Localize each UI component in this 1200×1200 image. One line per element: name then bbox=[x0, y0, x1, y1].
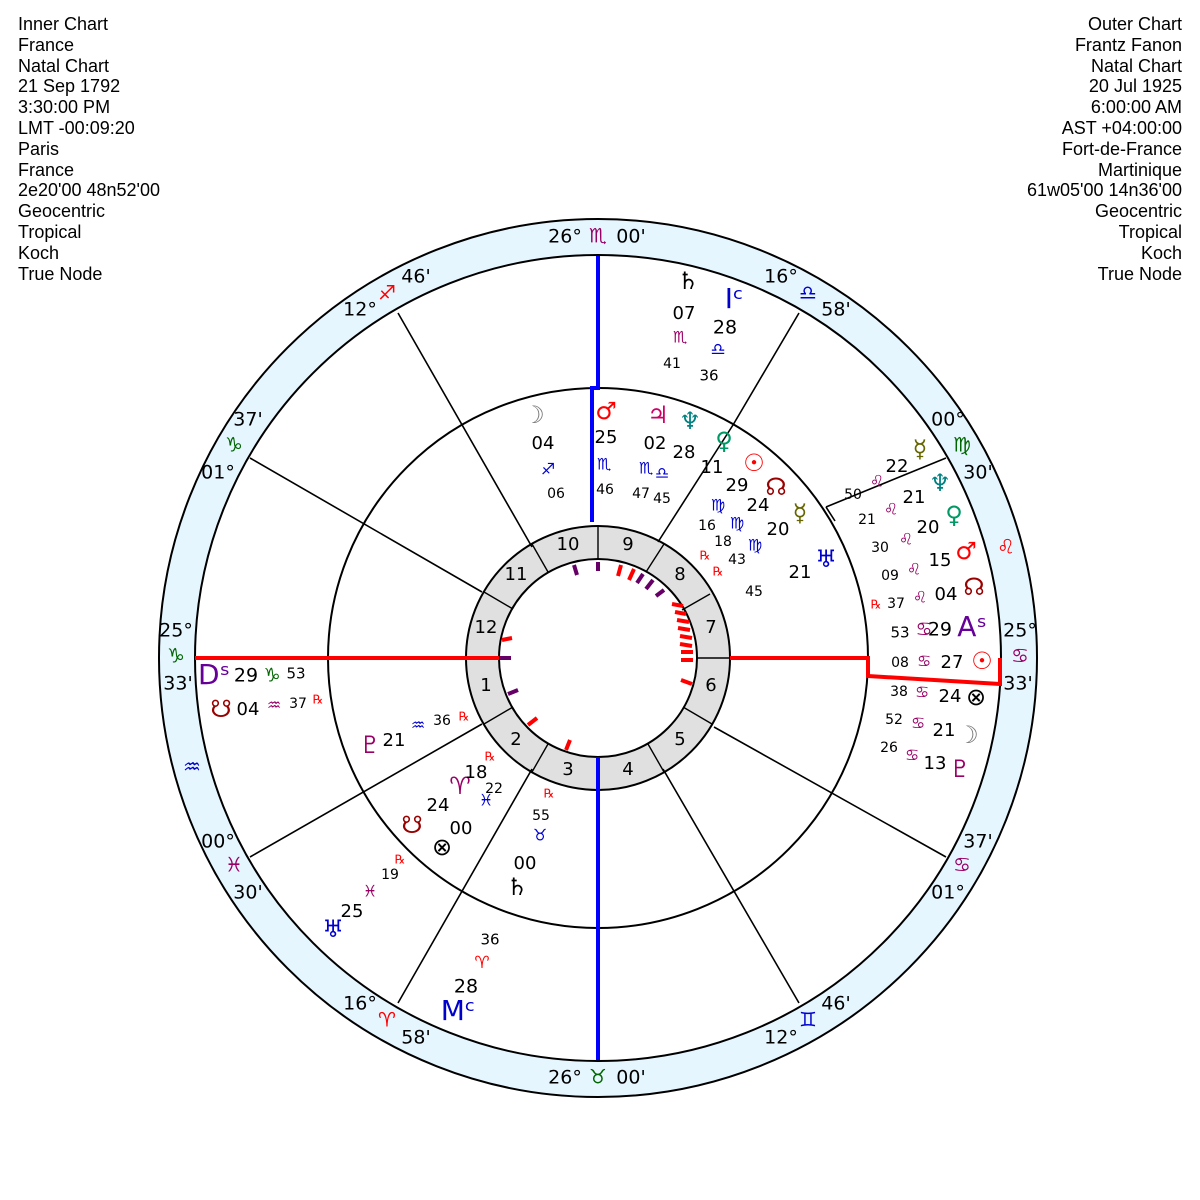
outer-planet-sign-icon: ♋ bbox=[914, 682, 930, 702]
mc-sign-icon: ♈ bbox=[474, 953, 490, 973]
cusp-degree: 00° bbox=[931, 408, 965, 431]
inner-planet-icon: ♆ bbox=[679, 407, 701, 435]
inner-retrograde-mark: ℞ bbox=[543, 786, 555, 801]
outer-chart-info-line: Natal Chart bbox=[1090, 55, 1182, 76]
inner-planet-icon: ♅ bbox=[815, 545, 837, 573]
cusp-minutes: 30' bbox=[233, 881, 263, 904]
outer-planet-icon: ♇ bbox=[949, 755, 971, 783]
inner-chart-info-line: Paris bbox=[18, 138, 60, 159]
outer-planet-minutes: 30 bbox=[871, 540, 889, 556]
cusp-minutes: 33' bbox=[1003, 672, 1033, 695]
house-number-1: 1 bbox=[480, 675, 492, 696]
outer-planet-icon: ☽ bbox=[957, 721, 979, 749]
cusp-sign-icon: ♈ bbox=[378, 1007, 396, 1032]
house-number-8: 8 bbox=[674, 564, 686, 585]
house-number-9: 9 bbox=[622, 534, 634, 555]
inner-planet-icon: ♈ bbox=[449, 772, 471, 800]
descendant-minutes: 53 bbox=[286, 664, 306, 683]
cusp-sign-icon: ♋ bbox=[953, 852, 971, 877]
cusp-degree: 00° bbox=[201, 830, 235, 853]
inner-planet-sign-icon: ♍ bbox=[729, 513, 745, 533]
inner-planet-sign-icon: ♎ bbox=[654, 463, 670, 483]
cusp-degree: 01° bbox=[931, 881, 965, 904]
outer-planet-minutes: 26 bbox=[880, 740, 898, 756]
cusp-minutes: 46' bbox=[401, 265, 431, 288]
cusp-minutes: 58' bbox=[821, 298, 851, 321]
inner-chart-info-line: Inner Chart bbox=[18, 14, 109, 34]
inner-planet-minutes: 22 bbox=[485, 781, 503, 797]
descendant-sign-icon: ♑ bbox=[263, 664, 281, 687]
outer-chart-info-line: Koch bbox=[1140, 242, 1182, 263]
house-number-7: 7 bbox=[705, 617, 717, 638]
inner-chart-info-line: LMT -00:09:20 bbox=[18, 117, 135, 138]
inner-chart-info-line: France bbox=[18, 159, 75, 180]
inner-planet-minutes: 06 bbox=[547, 486, 565, 502]
outer-planet-degree: 21 bbox=[902, 487, 926, 508]
outer-chart-info-line: Frantz Fanon bbox=[1074, 34, 1182, 55]
inner-planet-degree: 02 bbox=[643, 433, 667, 454]
inner-chart-info-line: 21 Sep 1792 bbox=[18, 76, 121, 97]
outer-planet-icon: ☉ bbox=[971, 647, 993, 675]
inner-planet-minutes: 46 bbox=[596, 482, 614, 498]
inner-chart-info-line: France bbox=[18, 34, 75, 55]
inner-planet-minutes: 55 bbox=[532, 808, 550, 824]
cusp-sign-icon: ♑ bbox=[167, 643, 185, 668]
inner-planet-icon: ♄ bbox=[506, 873, 528, 901]
outer-planet-degree: 24 bbox=[938, 686, 962, 707]
outer-planet-degree: 21 bbox=[932, 720, 956, 741]
inner-planet-sign-icon: ♒ bbox=[410, 715, 426, 735]
ic-glyph: Iᶜ bbox=[724, 282, 744, 315]
inner-planet-icon: ♇ bbox=[359, 731, 381, 759]
descendant-glyph: Dˢ bbox=[197, 658, 231, 691]
outer-chart-info-line: Geocentric bbox=[1094, 201, 1182, 222]
outer-planet-degree: 25 bbox=[340, 901, 364, 922]
outer-chart-info-line: 6:00:00 AM bbox=[1090, 97, 1182, 118]
inner-planet-degree: 20 bbox=[766, 519, 790, 540]
cusp-sign-icon: ♑ bbox=[225, 432, 243, 457]
inner-planet-degree: 28 bbox=[672, 442, 696, 463]
outer-chart-info-line: 61w05'00 14n36'00 bbox=[1026, 180, 1182, 201]
outer-planet-minutes: 21 bbox=[858, 512, 876, 528]
inner-planet-icon: ☽ bbox=[523, 401, 545, 429]
outer-chart-info-line: 20 Jul 1925 bbox=[1088, 76, 1182, 97]
ic-sign-icon: ♎ bbox=[710, 340, 726, 360]
outer-planet-sign-icon: ♒ bbox=[266, 695, 282, 715]
inner-planet-degree: 24 bbox=[746, 495, 770, 516]
inner-planet-minutes: 45 bbox=[745, 584, 763, 600]
outer-planet-icon: ♄ bbox=[677, 267, 699, 295]
inner-planet-degree: 00 bbox=[513, 853, 537, 874]
outer-planet-degree: 04 bbox=[934, 584, 958, 605]
cusp-sign-icon: ♓ bbox=[225, 852, 243, 877]
outer-chart-info-line: True Node bbox=[1097, 263, 1182, 284]
cusp-minutes: 00' bbox=[616, 225, 646, 248]
cusp-sign-icon: ♊ bbox=[799, 1007, 817, 1032]
outer-planet-sign-icon: ♌ bbox=[869, 471, 885, 491]
inner-planet-icon: ♃ bbox=[647, 401, 669, 429]
inner-planet-degree: 24 bbox=[426, 795, 450, 816]
cusp-degree: 26° bbox=[548, 225, 582, 248]
ascendant-degree: 29 bbox=[927, 618, 952, 641]
outer-planet-sign-icon: ♋ bbox=[910, 713, 926, 733]
outer-retrograde-mark: ℞ bbox=[312, 692, 324, 707]
inner-planet-icon: ☋ bbox=[401, 811, 423, 839]
cusp-degree: 26° bbox=[548, 1066, 582, 1089]
inner-planet-icon: ♂ bbox=[595, 397, 617, 425]
inner-planet-degree: 04 bbox=[531, 433, 555, 454]
cusp-minutes: 30' bbox=[963, 461, 993, 484]
band-sign-icon: ♌ bbox=[997, 534, 1015, 559]
cusp-sign-icon: ♎ bbox=[799, 280, 817, 305]
cusp-degree: 16° bbox=[764, 265, 798, 288]
outer-planet-icon: ⊗ bbox=[965, 683, 987, 711]
cusp-degree: 12° bbox=[764, 1026, 798, 1049]
inner-planet-sign-icon: ♍ bbox=[747, 535, 763, 555]
outer-planet-minutes: 52 bbox=[885, 712, 903, 728]
cusp-minutes: 58' bbox=[401, 1026, 431, 1049]
inner-planet-sign-icon: ♏ bbox=[596, 454, 612, 474]
inner-planet-degree: 21 bbox=[788, 562, 812, 583]
outer-planet-minutes: 37 bbox=[289, 696, 307, 712]
inner-retrograde-mark: ℞ bbox=[699, 548, 711, 563]
inner-planet-degree: 21 bbox=[382, 730, 406, 751]
outer-retrograde-mark: ℞ bbox=[870, 597, 882, 612]
outer-planet-minutes: 08 bbox=[891, 655, 909, 671]
outer-planet-icon: ♀ bbox=[945, 501, 963, 529]
inner-chart-info-line: Geocentric bbox=[18, 201, 106, 222]
inner-retrograde-mark: ℞ bbox=[458, 709, 470, 724]
cusp-minutes: 00' bbox=[616, 1066, 646, 1089]
outer-planet-sign-icon: ♌ bbox=[898, 529, 914, 549]
ascendant-minutes: 53 bbox=[890, 623, 910, 642]
outer-planet-degree: 22 bbox=[885, 456, 909, 477]
cusp-degree: 16° bbox=[343, 992, 377, 1015]
inner-planet-minutes: 45 bbox=[653, 491, 671, 507]
inner-chart-info-line: True Node bbox=[18, 263, 103, 284]
outer-planet-minutes: 38 bbox=[890, 684, 908, 700]
outer-planet-minutes: 09 bbox=[881, 568, 899, 584]
inner-chart-info-line: 3:30:00 PM bbox=[18, 97, 111, 118]
mc-glyph: Mᶜ bbox=[440, 994, 476, 1027]
inner-planet-minutes: 18 bbox=[714, 534, 732, 550]
inner-planet-icon: ♀ bbox=[715, 427, 733, 455]
outer-chart-info-line: Outer Chart bbox=[1087, 14, 1182, 34]
outer-planet-icon: ♅ bbox=[322, 915, 344, 943]
inner-planet-degree: 18 bbox=[464, 762, 488, 783]
inner-planet-sign-icon: ♏ bbox=[638, 458, 654, 478]
mc-minutes: 36 bbox=[480, 930, 500, 949]
inner-chart-info-line: Natal Chart bbox=[18, 55, 110, 76]
outer-planet-minutes: 50 bbox=[844, 487, 862, 503]
inner-planet-minutes: 16 bbox=[698, 518, 716, 534]
inner-planet-sign-icon: ♐ bbox=[540, 459, 556, 479]
outer-planet-sign-icon: ♏ bbox=[672, 327, 688, 347]
house-number-12: 12 bbox=[474, 617, 498, 638]
outer-planet-sign-icon: ♌ bbox=[912, 587, 928, 607]
ic-degree: 28 bbox=[712, 316, 738, 339]
ic-minutes: 36 bbox=[699, 366, 719, 385]
outer-planet-icon: ♆ bbox=[929, 469, 951, 497]
cusp-sign-icon: ♏ bbox=[589, 223, 607, 248]
inner-planet-minutes: 47 bbox=[632, 486, 650, 502]
cusp-minutes: 37' bbox=[963, 830, 993, 853]
house-number-11: 11 bbox=[504, 564, 528, 585]
outer-planet-minutes: 19 bbox=[381, 867, 399, 883]
inner-chart-info-line: Koch bbox=[18, 242, 60, 263]
outer-chart-info-line: Tropical bbox=[1118, 221, 1182, 242]
descendant-degree: 29 bbox=[233, 664, 259, 687]
outer-planet-minutes: 41 bbox=[663, 356, 681, 372]
outer-chart-info-line: Fort-de-France bbox=[1061, 138, 1182, 159]
house-number-10: 10 bbox=[556, 534, 580, 555]
inner-planet-minutes: 36 bbox=[433, 713, 451, 729]
inner-retrograde-mark: ℞ bbox=[712, 564, 724, 579]
outer-planet-sign-icon: ♌ bbox=[883, 499, 899, 519]
cusp-sign-icon: ♐ bbox=[378, 280, 396, 305]
inner-planet-degree: 11 bbox=[700, 457, 724, 478]
inner-retrograde-mark: ℞ bbox=[484, 749, 496, 764]
ascendant-glyph: Aˢ bbox=[957, 610, 987, 643]
inner-planet-degree: 25 bbox=[594, 427, 618, 448]
cusp-minutes: 33' bbox=[163, 672, 193, 695]
outer-planet-degree: 15 bbox=[928, 550, 952, 571]
mc-degree: 28 bbox=[453, 975, 479, 998]
outer-planet-degree: 07 bbox=[672, 303, 696, 324]
outer-chart-info-line: Martinique bbox=[1097, 159, 1182, 180]
cusp-sign-icon: ♉ bbox=[589, 1064, 607, 1089]
house-number-3: 3 bbox=[562, 759, 574, 780]
house-number-2: 2 bbox=[510, 729, 522, 750]
inner-planet-icon: ⊗ bbox=[431, 833, 453, 861]
ascendant-sign-icon: ♋ bbox=[915, 618, 933, 641]
inner-chart-info-line: 2e20'00 48n52'00 bbox=[18, 180, 161, 201]
inner-planet-icon: ☊ bbox=[765, 473, 787, 501]
aspect-center bbox=[499, 559, 697, 757]
outer-planet-degree: 04 bbox=[236, 699, 260, 720]
cusp-minutes: 37' bbox=[233, 408, 263, 431]
cusp-sign-icon: ♋ bbox=[1011, 643, 1029, 668]
inner-chart-info-line: Tropical bbox=[18, 221, 82, 242]
inner-planet-sign-icon: ♍ bbox=[710, 495, 726, 515]
outer-planet-minutes: 37 bbox=[887, 596, 905, 612]
inner-planet-icon: ☿ bbox=[792, 499, 808, 527]
outer-planet-sign-icon: ♌ bbox=[906, 559, 922, 579]
inner-planet-icon: ☉ bbox=[743, 449, 765, 477]
inner-planet-degree: 00 bbox=[449, 818, 473, 839]
outer-planet-icon: ☋ bbox=[210, 695, 232, 723]
outer-retrograde-mark: ℞ bbox=[394, 852, 406, 867]
outer-planet-degree: 27 bbox=[940, 652, 964, 673]
cusp-minutes: 46' bbox=[821, 992, 851, 1015]
house-number-4: 4 bbox=[622, 759, 634, 780]
outer-chart-info-line: AST +04:00:00 bbox=[1061, 117, 1182, 138]
cusp-degree: 25° bbox=[1003, 619, 1037, 642]
house-number-5: 5 bbox=[674, 729, 686, 750]
outer-planet-degree: 13 bbox=[923, 753, 947, 774]
outer-planet-degree: 20 bbox=[916, 517, 940, 538]
inner-planet-degree: 29 bbox=[725, 475, 749, 496]
outer-planet-icon: ☊ bbox=[963, 573, 985, 601]
inner-planet-sign-icon: ♓ bbox=[478, 790, 494, 810]
outer-planet-sign-icon: ♋ bbox=[904, 745, 920, 765]
outer-planet-icon: ♂ bbox=[955, 537, 977, 565]
inner-planet-minutes: 43 bbox=[728, 552, 746, 568]
cusp-sign-icon: ♍ bbox=[953, 432, 971, 457]
cusp-degree: 25° bbox=[159, 619, 193, 642]
cusp-degree: 01° bbox=[201, 461, 235, 484]
outer-planet-icon: ☿ bbox=[912, 435, 928, 463]
inner-planet-sign-icon: ♉ bbox=[532, 825, 548, 845]
band-sign-icon: ♒ bbox=[183, 754, 201, 779]
cusp-degree: 12° bbox=[343, 298, 377, 321]
house-number-6: 6 bbox=[705, 675, 717, 696]
outer-planet-sign-icon: ♋ bbox=[916, 651, 932, 671]
outer-planet-sign-icon: ♓ bbox=[362, 881, 378, 901]
